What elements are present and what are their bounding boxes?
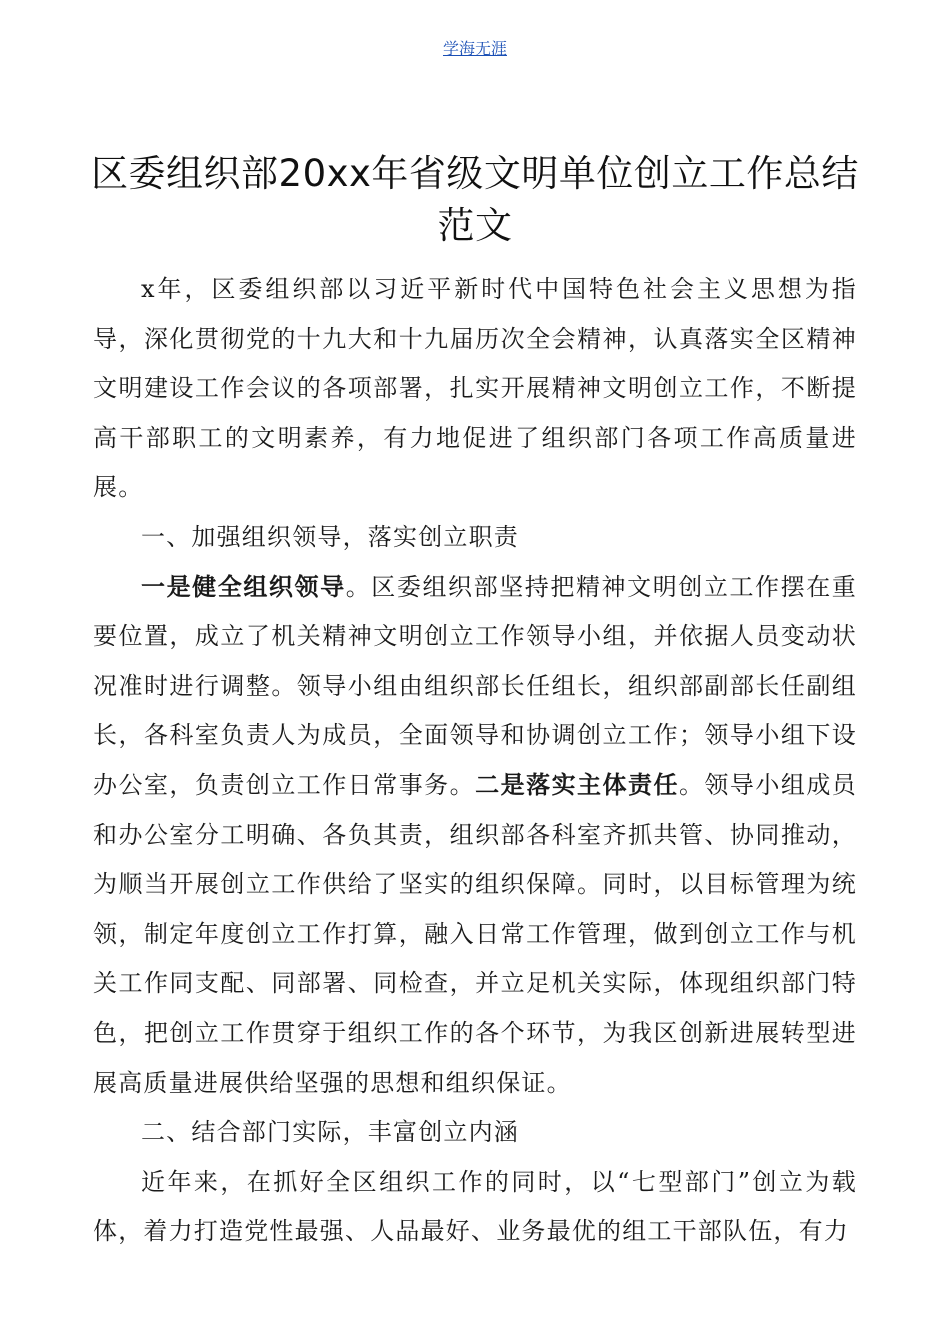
section-2-heading: 二、结合部门实际，丰富创立内涵 [141,1118,519,1147]
section-1-text-1: 。区委组织部坚持把精神文明创立工作摆在重要位置，成立了机关精神文明创立工作领导小组，并依据人员变动状况准时进行调整。领导小组由组织部长任组长，组织部副部长任副组长，各科室负责人为成员，全面领导和协调创立工作；领导小组下设办公室，负责创立工作日常事务。 [93,572,857,799]
section-2-paragraph: 近年来，在抓好全区组织工作的同时，以“七型部门”创立为载体，着力打造党性最强、人品最好、业务最优的组工干部队伍，有力 [93,1167,857,1246]
header-link[interactable]: 学海无涯 [442,39,507,58]
section-1-paragraph [93,563,857,1109]
section-1-heading: 一、加强组织领导，落实创立职责 [141,522,519,551]
section-1-lead-1: 一是健全组织领导 [141,572,346,601]
section-1-text-2: 。领导小组成员和办公室分工明确、各负其责，组织部各科室齐抓共管、协同推动，为顺当开展创立工作供给了坚实的组织保障。同时，以目标管理为统领，制定年度创立工作打算，融入日常工作管理，做到创立工作与机关工作同支配、同部署、同检查，并立足机关实际，体现组织部门特色，把创立工作贯穿于组织工作的各个环节，为我区创新进展转型进展高质量进展供给坚强的思想和组织保证。 [93,770,858,1097]
intro-paragraph: x年，区委组织部以习近平新时代中国特色社会主义思想为指导，深化贯彻党的十九大和十九届历次全会精神，认真落实全区精神文明建设工作会议的各项部署，扎实开展精神文明创立工作，不断提高干部职工的文明素养，有力地促进了组织部门各项工作高质量进展。 [93,275,857,502]
section-1-lead-2: 二是落实主体责任 [475,770,679,799]
document-body [93,265,857,1257]
document-title: 区委组织部20xx年省级文明单位创立工作总结范文 [91,152,859,247]
